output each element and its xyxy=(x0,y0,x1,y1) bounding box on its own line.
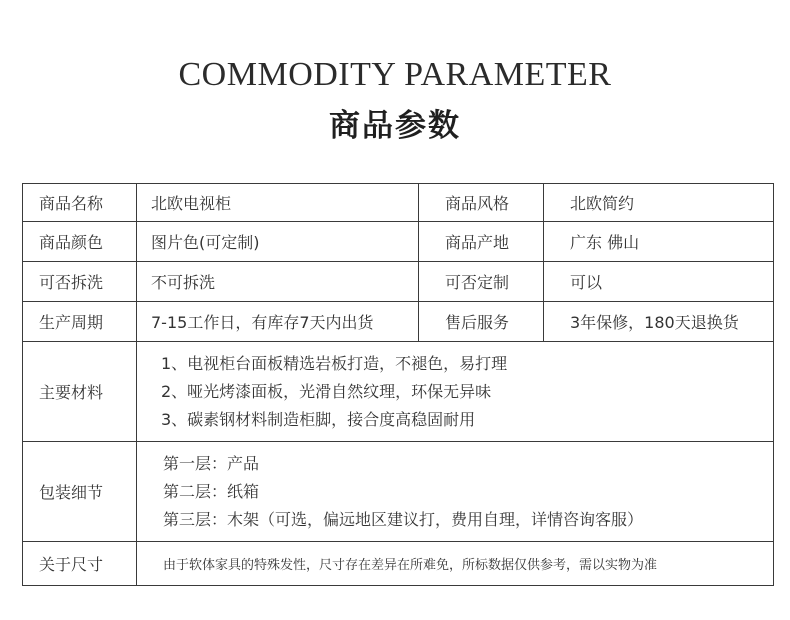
color-value: 图片色(可定制) xyxy=(137,222,419,262)
custom-value: 可以 xyxy=(544,262,774,302)
title-chinese: 商品参数 xyxy=(329,108,461,144)
washable-label: 可否拆洗 xyxy=(23,262,137,302)
name-label: 商品名称 xyxy=(23,184,137,222)
material-item: 3、碳素钢材料制造柜脚，接合度高稳固耐用 xyxy=(161,409,476,429)
table-row xyxy=(23,342,774,442)
custom-label: 可否定制 xyxy=(419,262,544,302)
origin-value: 广东 佛山 xyxy=(544,222,774,262)
table-row xyxy=(23,542,774,586)
table-row xyxy=(23,262,774,302)
style-label: 商品风格 xyxy=(419,184,544,222)
cycle-label: 生产周期 xyxy=(23,302,137,342)
service-value: 3年保修，180天退换货 xyxy=(544,302,774,342)
style-value: 北欧简约 xyxy=(544,184,774,222)
packaging-item: 第二层：纸箱 xyxy=(163,481,260,501)
cycle-value: 7-15工作日，有库存7天内出货 xyxy=(137,302,419,342)
title-english: COMMODITY PARAMETER xyxy=(178,56,612,93)
material-label: 主要材料 xyxy=(23,342,137,442)
washable-value: 不可拆洗 xyxy=(137,262,419,302)
packaging-item: 第三层：木架（可选，偏远地区建议打，费用自理，详情咨询客服） xyxy=(163,509,644,529)
material-item: 2、哑光烤漆面板，光滑自然纹理，环保无异味 xyxy=(161,381,492,401)
origin-label: 商品产地 xyxy=(419,222,544,262)
size-note: 由于软体家具的特殊发性，尺寸存在差异在所难免，所标数据仅供参考，需以实物为准 xyxy=(137,542,774,586)
packaging-label: 包装细节 xyxy=(23,442,137,542)
table-row xyxy=(23,302,774,342)
material-list xyxy=(137,342,774,442)
color-label: 商品颜色 xyxy=(23,222,137,262)
parameter-table xyxy=(22,183,774,586)
table-row xyxy=(23,442,774,542)
packaging-list xyxy=(137,442,774,542)
name-value: 北欧电视柜 xyxy=(137,184,419,222)
service-label: 售后服务 xyxy=(419,302,544,342)
size-label: 关于尺寸 xyxy=(23,542,137,586)
material-item: 1、电视柜台面板精选岩板打造，不褪色，易打理 xyxy=(161,353,508,373)
table-row xyxy=(23,184,774,222)
table-row xyxy=(23,222,774,262)
packaging-item: 第一层：产品 xyxy=(163,453,260,473)
